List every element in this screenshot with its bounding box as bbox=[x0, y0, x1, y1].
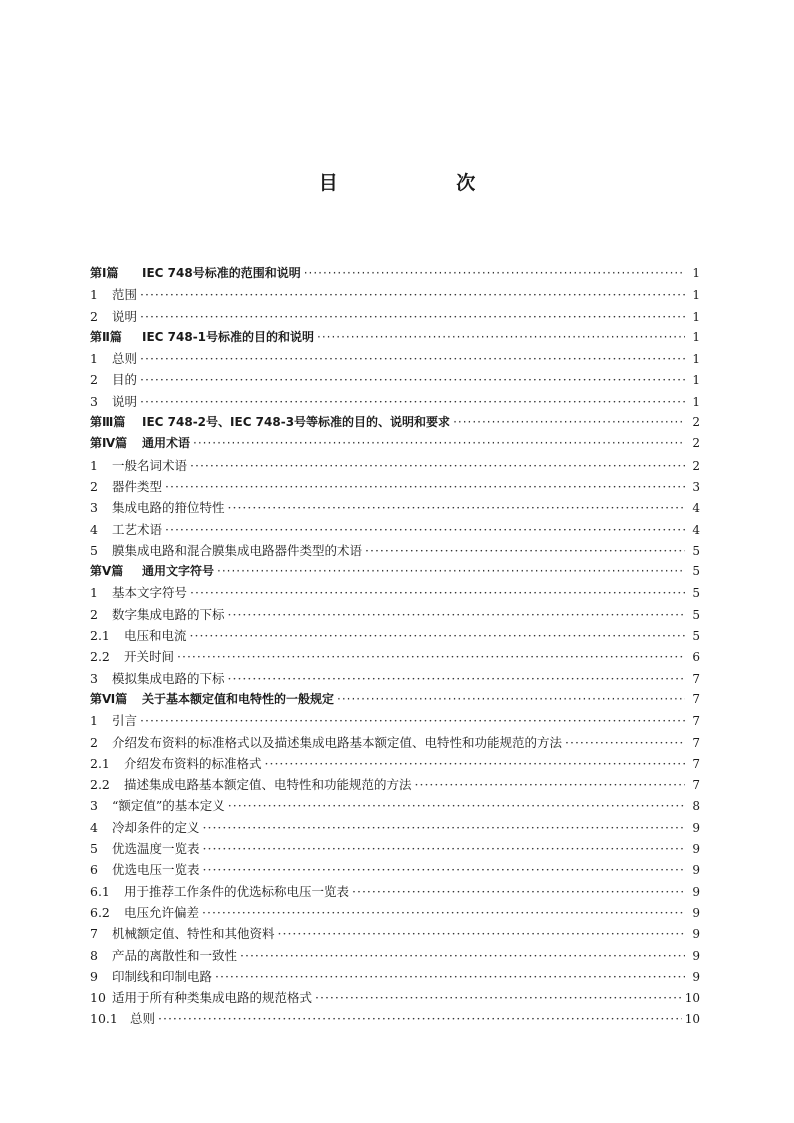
toc-entry-number: 4 bbox=[90, 521, 98, 537]
toc-entry bbox=[90, 923, 700, 944]
toc-part-entry bbox=[90, 561, 700, 582]
toc-entry-title: 说明 bbox=[112, 393, 138, 409]
toc-entry bbox=[90, 476, 700, 497]
toc-entry-title: 机械额定值、特性和其他资料 bbox=[112, 926, 275, 942]
dot-leader bbox=[565, 732, 685, 753]
dot-leader bbox=[317, 327, 685, 348]
toc-page-number: 10 bbox=[684, 991, 700, 1006]
toc-entry bbox=[90, 838, 700, 859]
toc-entry bbox=[90, 348, 700, 369]
toc-entry bbox=[90, 582, 700, 603]
toc-entry bbox=[90, 455, 700, 476]
toc-entry bbox=[90, 284, 700, 305]
toc-entry-title: 模拟集成电路的下标 bbox=[112, 670, 225, 686]
toc-entry-number: 10.1 bbox=[90, 1011, 118, 1027]
toc-entry-number: 2.2 bbox=[90, 777, 110, 793]
toc-entry-title: 总则 bbox=[112, 351, 138, 367]
toc-entry-number: 第Ⅵ篇 bbox=[90, 691, 128, 706]
toc-entry-number: 6.1 bbox=[90, 883, 110, 899]
toc-page-number: 2 bbox=[692, 458, 700, 473]
dot-leader bbox=[215, 966, 685, 987]
toc-entry-number: 1 bbox=[90, 351, 98, 367]
toc-page-number: 5 bbox=[692, 607, 700, 622]
toc-part-entry bbox=[90, 412, 700, 433]
toc-page-number: 7 bbox=[692, 756, 700, 771]
toc-entry-title: 膜集成电路和混合膜集成电路器件类型的术语 bbox=[112, 542, 363, 558]
dot-leader bbox=[453, 412, 685, 433]
toc-entry-number: 9 bbox=[90, 968, 98, 984]
toc-page-number: 7 bbox=[692, 671, 700, 686]
dot-leader bbox=[140, 348, 685, 369]
toc-entry-title: 印制线和印制电路 bbox=[112, 968, 213, 984]
toc-page-number: 1 bbox=[692, 329, 700, 344]
dot-leader bbox=[228, 795, 685, 816]
toc-page-number: 9 bbox=[692, 820, 700, 835]
toc-entry-title: 工艺术语 bbox=[112, 521, 163, 537]
dot-leader bbox=[140, 284, 685, 305]
toc-entry bbox=[90, 497, 700, 518]
table-of-contents bbox=[90, 263, 700, 1030]
toc-entry-number: 5 bbox=[90, 841, 98, 857]
toc-part-entry bbox=[90, 689, 700, 710]
toc-entry-number: 2 bbox=[90, 606, 98, 622]
dot-leader bbox=[304, 263, 685, 284]
toc-entry bbox=[90, 966, 700, 987]
toc-entry-title: 产品的离散性和一致性 bbox=[112, 947, 238, 963]
toc-entry-number: 3 bbox=[90, 670, 98, 686]
toc-page-number: 7 bbox=[692, 735, 700, 750]
dot-leader bbox=[177, 646, 685, 667]
toc-entry-number: 2.1 bbox=[90, 628, 110, 644]
toc-page-number: 9 bbox=[692, 927, 700, 942]
dot-leader bbox=[365, 540, 685, 561]
toc-entry-number: 6.2 bbox=[90, 904, 110, 920]
toc-entry-number: 第Ⅴ篇 bbox=[90, 564, 124, 579]
toc-entry-number: 6 bbox=[90, 862, 98, 878]
toc-entry-number: 第Ⅱ篇 bbox=[90, 329, 122, 344]
dot-leader bbox=[193, 433, 685, 454]
toc-entry bbox=[90, 1008, 700, 1029]
toc-entry bbox=[90, 817, 700, 838]
toc-entry bbox=[90, 668, 700, 689]
toc-entry-title: 开关时间 bbox=[124, 649, 175, 665]
dot-leader bbox=[158, 1008, 682, 1029]
toc-entry bbox=[90, 306, 700, 327]
toc-entry-title: 优选电压一览表 bbox=[112, 862, 200, 878]
toc-entry-title: 一般名词术语 bbox=[112, 457, 188, 473]
dot-leader bbox=[265, 753, 685, 774]
toc-entry-number: 1 bbox=[90, 457, 98, 473]
toc-page-number: 1 bbox=[692, 309, 700, 324]
toc-entry-number: 2 bbox=[90, 478, 98, 494]
toc-entry-title: 器件类型 bbox=[112, 478, 163, 494]
toc-entry bbox=[90, 732, 700, 753]
dot-leader bbox=[203, 838, 685, 859]
toc-entry-title: 冷却条件的定义 bbox=[112, 819, 200, 835]
toc-entry-number: 2 bbox=[90, 734, 98, 750]
page-title: 目 次 bbox=[318, 172, 532, 194]
toc-entry bbox=[90, 881, 700, 902]
dot-leader bbox=[278, 923, 685, 944]
toc-entry bbox=[90, 945, 700, 966]
dot-leader bbox=[228, 604, 685, 625]
dot-leader bbox=[217, 561, 685, 582]
toc-page-number: 9 bbox=[692, 905, 700, 920]
dot-leader bbox=[140, 306, 685, 327]
toc-entry-title: 基本文字符号 bbox=[112, 585, 188, 601]
toc-page-number: 3 bbox=[692, 479, 700, 494]
toc-entry-title: IEC 748-1号标准的目的和说明 bbox=[142, 329, 315, 344]
dot-leader bbox=[140, 710, 685, 731]
dot-leader bbox=[203, 817, 685, 838]
toc-entry bbox=[90, 774, 700, 795]
toc-page-number: 9 bbox=[692, 969, 700, 984]
toc-entry-number: 3 bbox=[90, 500, 98, 516]
toc-part-entry bbox=[90, 433, 700, 454]
toc-entry-number: 第Ⅰ篇 bbox=[90, 266, 119, 280]
dot-leader bbox=[228, 497, 685, 518]
toc-page-number: 2 bbox=[692, 436, 700, 451]
toc-entry bbox=[90, 625, 700, 646]
toc-entry-title: 目的 bbox=[112, 372, 138, 388]
dot-leader bbox=[202, 902, 685, 923]
toc-part-entry bbox=[90, 327, 700, 348]
toc-page-number: 10 bbox=[684, 1012, 700, 1027]
toc-entry-title: 数字集成电路的下标 bbox=[112, 606, 225, 622]
toc-entry bbox=[90, 519, 700, 540]
toc-entry-title: IEC 748-2号、IEC 748-3号等标准的目的、说明和要求 bbox=[142, 415, 451, 430]
toc-page-number: 9 bbox=[692, 842, 700, 857]
toc-entry-number: 2 bbox=[90, 308, 98, 324]
toc-page-number: 1 bbox=[692, 394, 700, 409]
toc-entry-title: 总则 bbox=[130, 1011, 156, 1027]
toc-entry-number: 1 bbox=[90, 287, 98, 303]
toc-entry-title: 优选温度一览表 bbox=[112, 841, 200, 857]
toc-page-number: 4 bbox=[692, 522, 700, 537]
dot-leader bbox=[415, 774, 685, 795]
toc-entry-number: 3 bbox=[90, 798, 98, 814]
toc-entry bbox=[90, 604, 700, 625]
toc-entry bbox=[90, 391, 700, 412]
toc-entry-title: 通用文字符号 bbox=[142, 564, 215, 579]
toc-entry-title: 描述集成电路基本额定值、电特性和功能规范的方法 bbox=[124, 777, 412, 793]
dot-leader bbox=[228, 668, 685, 689]
toc-entry bbox=[90, 646, 700, 667]
toc-entry-title: 引言 bbox=[112, 713, 138, 729]
toc-entry-title: 电压和电流 bbox=[124, 628, 187, 644]
toc-page-number: 1 bbox=[692, 288, 700, 303]
toc-entry-number: 2.2 bbox=[90, 649, 110, 665]
toc-entry-number: 1 bbox=[90, 713, 98, 729]
dot-leader bbox=[140, 369, 685, 390]
toc-entry-number: 3 bbox=[90, 393, 98, 409]
toc-entry-number: 第Ⅳ篇 bbox=[90, 436, 128, 451]
toc-entry-number: 2 bbox=[90, 372, 98, 388]
toc-entry-number: 8 bbox=[90, 947, 98, 963]
toc-page-number: 8 bbox=[692, 799, 700, 814]
toc-entry-title: 说明 bbox=[112, 308, 138, 324]
toc-page-number: 2 bbox=[692, 415, 700, 430]
toc-entry-number: 1 bbox=[90, 585, 98, 601]
dot-leader bbox=[190, 582, 685, 603]
toc-entry bbox=[90, 902, 700, 923]
toc-entry-title: 关于基本额定值和电特性的一般规定 bbox=[142, 691, 335, 706]
toc-entry bbox=[90, 795, 700, 816]
toc-entry bbox=[90, 369, 700, 390]
toc-page-number: 5 bbox=[692, 543, 700, 558]
dot-leader bbox=[140, 391, 685, 412]
toc-entry bbox=[90, 710, 700, 731]
toc-entry-number: 7 bbox=[90, 926, 98, 942]
toc-entry-title: 用于推荐工作条件的优选标称电压一览表 bbox=[124, 883, 350, 899]
toc-entry-title: 范围 bbox=[112, 287, 138, 303]
dot-leader bbox=[315, 987, 682, 1008]
toc-entry bbox=[90, 859, 700, 880]
toc-page-number: 1 bbox=[692, 373, 700, 388]
toc-page-number: 1 bbox=[692, 266, 700, 280]
toc-page-number: 9 bbox=[692, 863, 700, 878]
toc-entry-title: 集成电路的箝位特性 bbox=[112, 500, 225, 516]
toc-entry-title: 电压允许偏差 bbox=[124, 904, 200, 920]
toc-entry-number: 第Ⅲ篇 bbox=[90, 415, 126, 430]
toc-page-number: 7 bbox=[692, 714, 700, 729]
toc-entry-title: 介绍发布资料的标准格式 bbox=[124, 755, 262, 771]
toc-entry bbox=[90, 540, 700, 561]
toc-page-number: 9 bbox=[692, 884, 700, 899]
dot-leader bbox=[240, 945, 685, 966]
toc-entry-title: “额定值”的基本定义 bbox=[112, 798, 225, 814]
toc-entry-title: 介绍发布资料的标准格式以及描述集成电路基本额定值、电特性和功能规范的方法 bbox=[112, 734, 563, 750]
toc-page-number: 5 bbox=[692, 629, 700, 644]
dot-leader bbox=[337, 689, 685, 710]
toc-entry-number: 2.1 bbox=[90, 755, 110, 771]
toc-page-number: 7 bbox=[692, 691, 700, 706]
toc-entry-title: 通用术语 bbox=[142, 436, 191, 451]
toc-page-number: 6 bbox=[692, 650, 700, 665]
toc-page-number: 7 bbox=[692, 778, 700, 793]
toc-page-number: 5 bbox=[692, 586, 700, 601]
toc-page-number: 1 bbox=[692, 352, 700, 367]
toc-part-entry bbox=[90, 263, 700, 284]
toc-entry bbox=[90, 753, 700, 774]
dot-leader bbox=[352, 881, 685, 902]
dot-leader bbox=[203, 859, 685, 880]
toc-entry-title: IEC 748号标准的范围和说明 bbox=[142, 266, 301, 280]
toc-entry-number: 10 bbox=[90, 990, 106, 1006]
toc-page-number: 9 bbox=[692, 948, 700, 963]
toc-page-number: 4 bbox=[692, 501, 700, 516]
toc-entry bbox=[90, 987, 700, 1008]
toc-entry-number: 5 bbox=[90, 542, 98, 558]
dot-leader bbox=[190, 625, 685, 646]
toc-entry-title: 适用于所有种类集成电路的规范格式 bbox=[112, 990, 313, 1006]
toc-entry-number: 4 bbox=[90, 819, 98, 835]
dot-leader bbox=[190, 455, 685, 476]
toc-page-number: 5 bbox=[692, 564, 700, 579]
dot-leader bbox=[165, 519, 685, 540]
dot-leader bbox=[165, 476, 685, 497]
